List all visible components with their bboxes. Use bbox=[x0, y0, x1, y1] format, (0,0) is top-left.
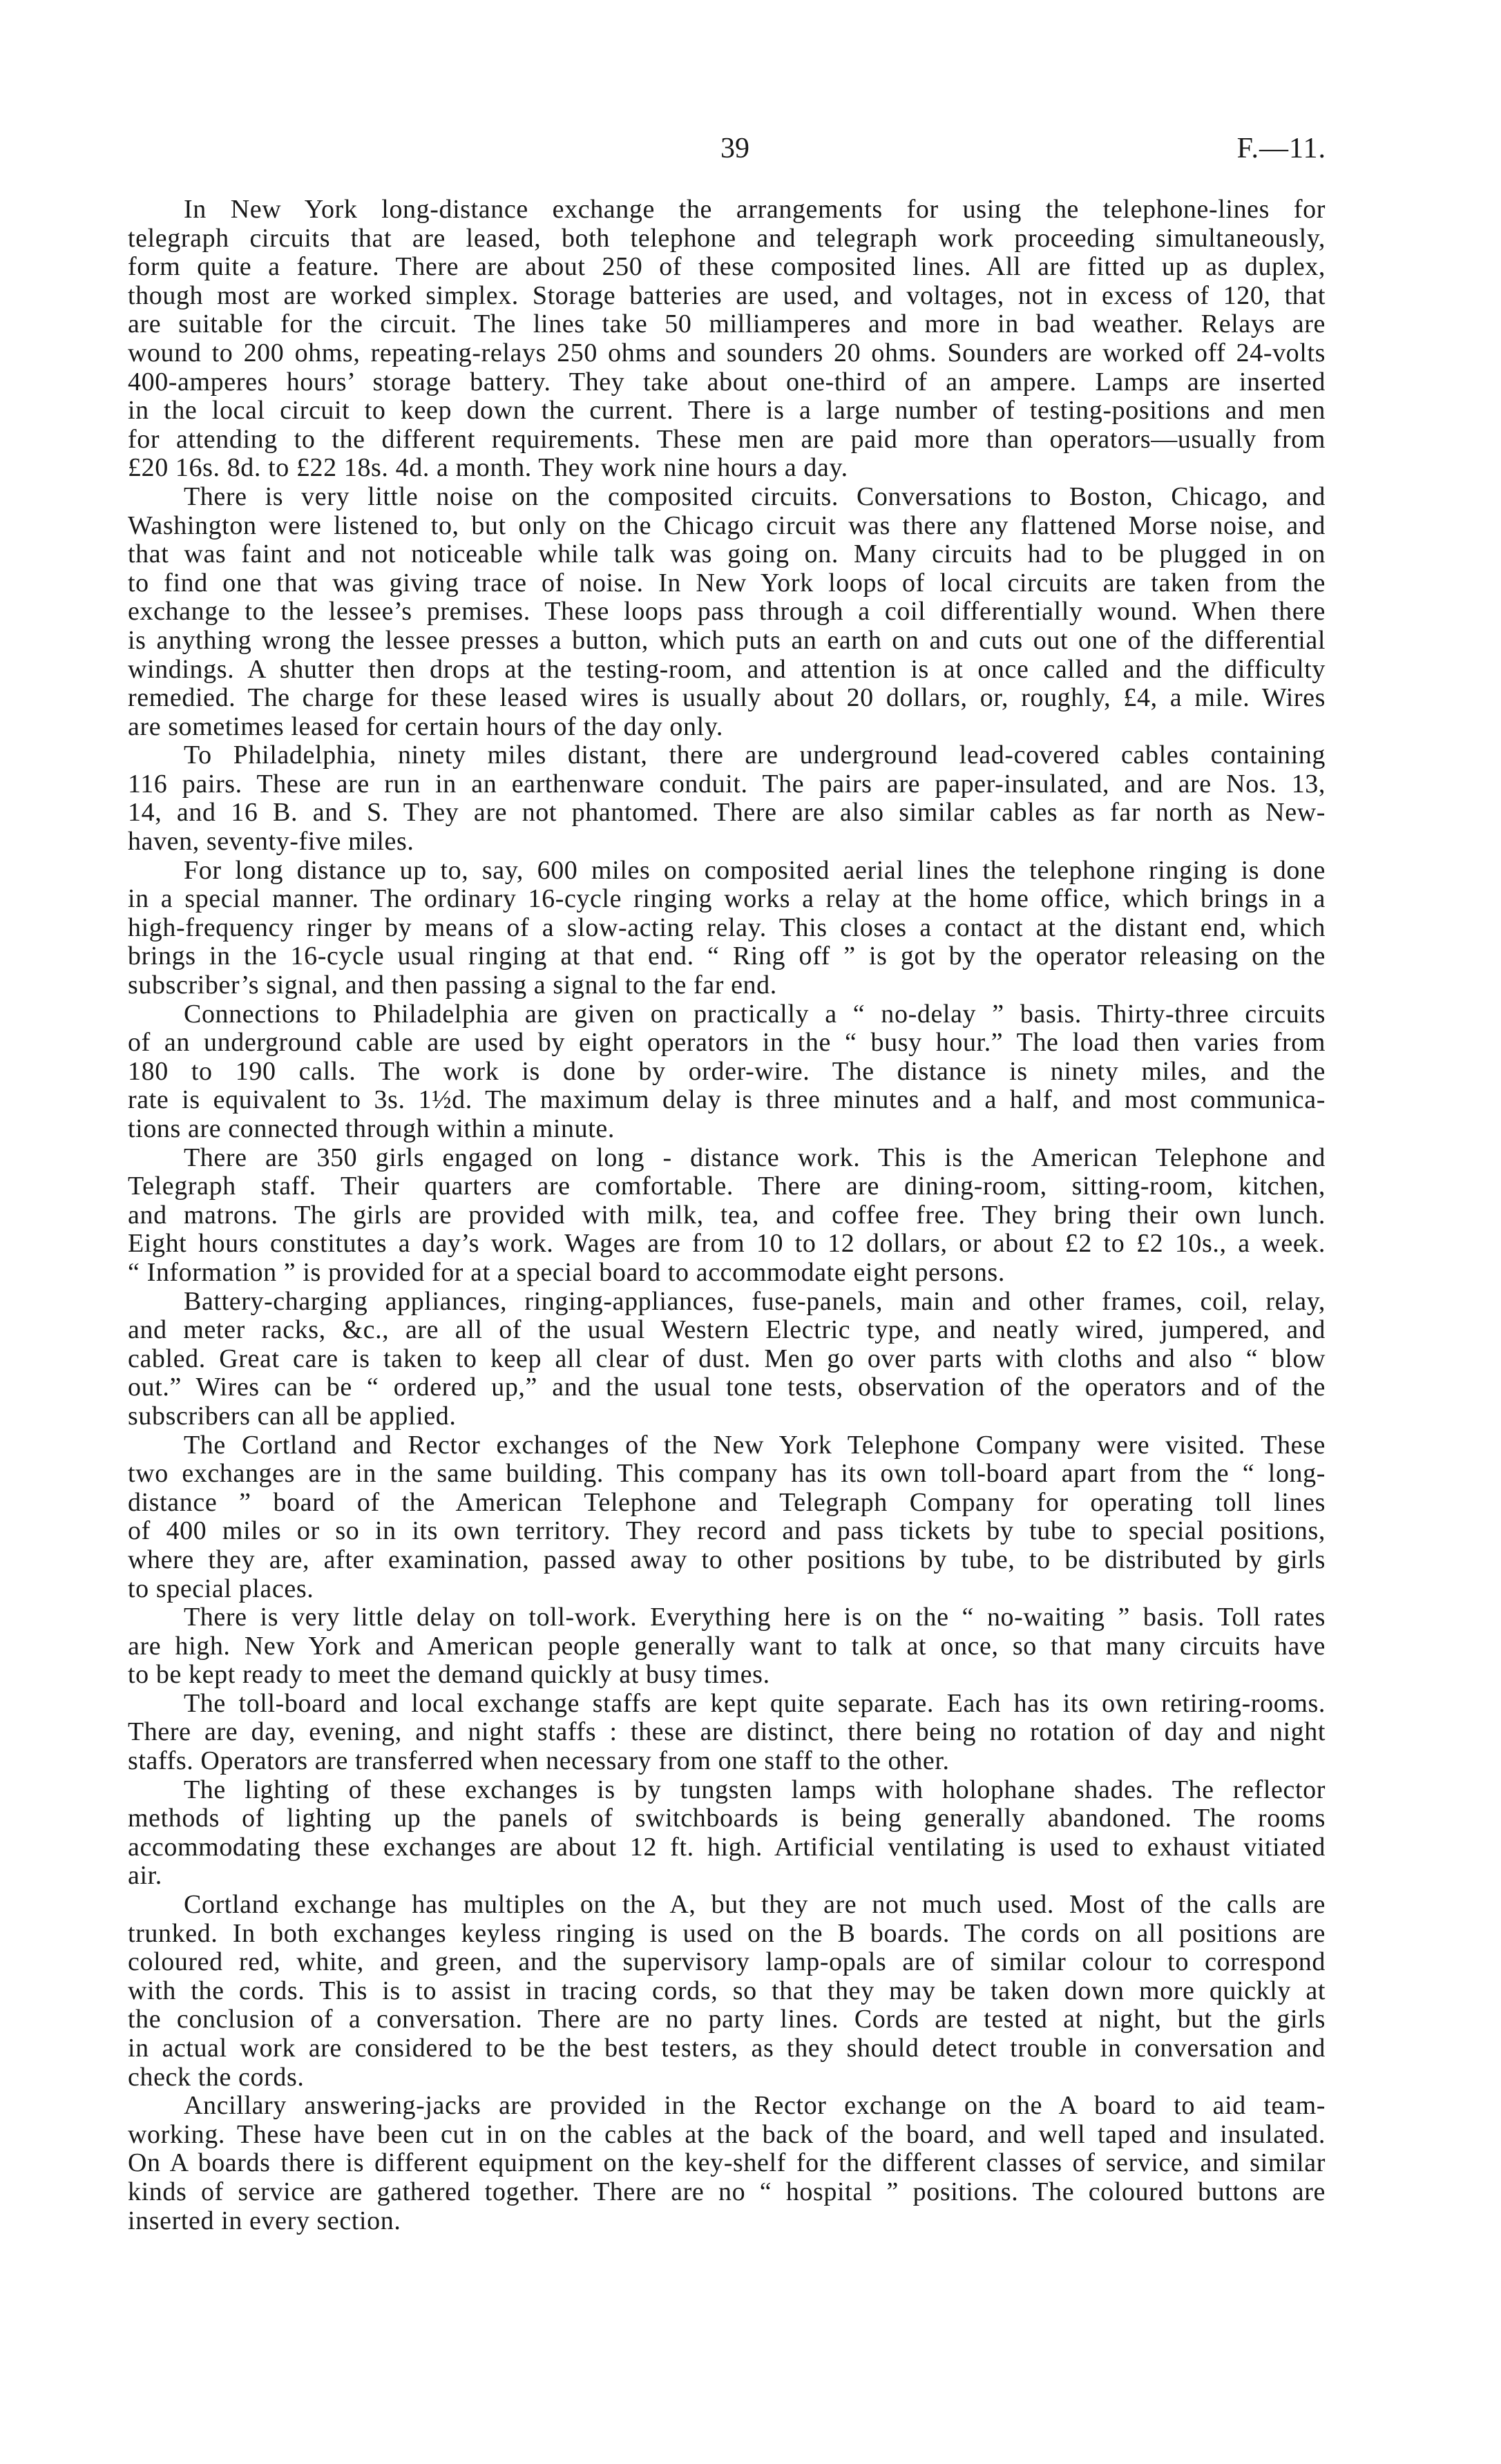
paragraph-line: wound to 200 ohms, repeating-relays 250 ohms and sounders 20 ohms. Sounders are worked off 24-volts bbox=[128, 338, 1326, 367]
paragraph-line: staffs. Operators are transferred when necessary from one staff to the other. bbox=[128, 1746, 950, 1776]
paragraph-line: though most are worked simplex. Storage batteries are used, and voltages, not in excess of 120, that bbox=[128, 280, 1326, 310]
paragraph-line: 14, and 16 B. and S. They are not phantomed. There are also similar cables as far north as New- bbox=[128, 798, 1326, 828]
paragraph-line: kinds of service are gathered together. There are no “ hospital ” positions. The coloured buttons are bbox=[128, 2177, 1326, 2206]
paragraph-line: The toll-board and local exchange staffs are kept quite separate. Each has its own retiring-rooms. bbox=[184, 1688, 1326, 1718]
paragraph-line: For long distance up to, say, 600 miles on composited aerial lines the telephone ringing is done bbox=[184, 855, 1326, 885]
paragraph-line: 180 to 190 calls. The work is done by order-wire. The distance is ninety miles, and the bbox=[128, 1056, 1326, 1086]
paragraph-line: The Cortland and Rector exchanges of the New York Telephone Company were visited. These bbox=[184, 1430, 1326, 1460]
paragraph-line: In New York long-distance exchange the arrangements for using the telephone-lines for bbox=[184, 195, 1326, 224]
paragraph-line: to be kept ready to meet the demand quickly at busy times. bbox=[128, 1660, 770, 1690]
paragraph-line: of 400 miles or so in its own territory. They record and pass tickets by tube to special positions, bbox=[128, 1516, 1326, 1546]
paragraph-line: coloured red, white, and green, and the supervisory lamp-opals are of similar colour to correspond bbox=[128, 1947, 1326, 1977]
paragraph-line: high-frequency ringer by means of a slow-acting relay. This closes a contact at the distant end, which bbox=[128, 913, 1326, 942]
paragraph-line: Eight hours constitutes a day’s work. Wages are from 10 to 12 dollars, or about £2 to £2 10s., a week. bbox=[128, 1229, 1326, 1259]
page-number: 39 bbox=[720, 133, 749, 164]
paragraph bbox=[128, 1603, 1326, 1690]
paragraph-line: There are day, evening, and night staffs : these are distinct, there being no rotation of day and night bbox=[128, 1717, 1326, 1747]
paragraph bbox=[128, 1000, 1326, 1144]
paragraph-line: There is very little delay on toll-work. Everything here is on the “ no-waiting ” basis. Toll rates bbox=[184, 1603, 1326, 1632]
paragraph-line: To Philadelphia, ninety miles distant, there are underground lead-covered cables containing bbox=[184, 741, 1326, 770]
paragraph bbox=[128, 483, 1326, 741]
paragraph-line: distance ” board of the American Telephone and Telegraph Company for operating toll lines bbox=[128, 1487, 1326, 1517]
paragraph-line: with the cords. This is to assist in tracing cords, so that they may be taken down more quickly at bbox=[128, 1976, 1326, 2005]
paragraph bbox=[128, 1776, 1326, 1891]
paragraph bbox=[128, 2092, 1326, 2235]
paragraph bbox=[128, 1891, 1326, 2092]
paragraph-line: out.” Wires can be “ ordered up,” and the usual tone tests, observation of the operators and of the bbox=[128, 1373, 1326, 1402]
paragraph-line: check the cords. bbox=[128, 2062, 305, 2092]
paragraph-line: the conclusion of a conversation. There are no party lines. Cords are tested at night, but the girls bbox=[128, 2005, 1326, 2034]
paragraph-line: where they are, after examination, passed away to other positions by tube, to be distributed by girls bbox=[128, 1545, 1326, 1574]
paragraph-line: subscriber’s signal, and then passing a signal to the far end. bbox=[128, 971, 777, 1000]
paragraph-line: accommodating these exchanges are about 12 ft. high. Artificial ventilating is used to exhaust vitiated bbox=[128, 1832, 1326, 1862]
paragraph-line: £20 16s. 8d. to £22 18s. 4d. a month. They work nine hours a day. bbox=[128, 453, 848, 483]
paragraph-line: windings. A shutter then drops at the testing-room, and attention is at once called and the difficulty bbox=[128, 654, 1326, 684]
page-header bbox=[0, 0, 1501, 180]
body-text bbox=[128, 195, 1326, 2235]
paragraph-line: air. bbox=[128, 1861, 162, 1891]
paragraph-line: is anything wrong the lessee presses a button, which puts an earth on and cuts out one of the differential bbox=[128, 625, 1326, 655]
paragraph-line: Battery-charging appliances, ringing-appliances, fuse-panels, main and other frames, coil, relay, bbox=[184, 1286, 1326, 1316]
paragraph-line: telegraph circuits that are leased, both telephone and telegraph work proceeding simultaneously, bbox=[128, 223, 1326, 253]
paragraph-line: “ Information ” is provided for at a special board to accommodate eight persons. bbox=[128, 1257, 1005, 1287]
paragraph-line: of an underground cable are used by eight operators in the “ busy hour.” The load then varies from bbox=[128, 1028, 1326, 1058]
paragraph-line: The lighting of these exchanges is by tungsten lamps with holophane shades. The reflector bbox=[184, 1775, 1326, 1804]
paragraph-line: in the local circuit to keep down the current. There is a large number of testing-positions and men bbox=[128, 396, 1326, 426]
paragraph-line: and meter racks, &c., are all of the usual Western Electric type, and neatly wired, jumpered, and bbox=[128, 1315, 1326, 1345]
paragraph bbox=[128, 741, 1326, 856]
paragraph-line: are suitable for the circuit. The lines take 50 milliamperes and more in bad weather. Relays are bbox=[128, 309, 1326, 339]
paragraph-line: Cortland exchange has multiples on the A, but they are not much used. Most of the calls are bbox=[184, 1890, 1326, 1920]
paragraph-line: that was faint and not noticeable while talk was going on. Many circuits had to be plugged in on bbox=[128, 539, 1326, 569]
paragraph-line: 400-amperes hours’ storage battery. They take about one-third of an ampere. Lamps are inserted bbox=[128, 367, 1326, 397]
paragraph-line: to find one that was giving trace of noise. In New York loops of local circuits are taken from the bbox=[128, 568, 1326, 598]
paragraph-line: On A boards there is different equipment on the key-shelf for the different classes of service, and similar bbox=[128, 2148, 1326, 2178]
paragraph-line: and matrons. The girls are provided with milk, tea, and coffee free. They bring their own lunch. bbox=[128, 1200, 1326, 1230]
paragraph-line: remedied. The charge for these leased wires is usually about 20 dollars, or, roughly, £4, a mile. Wires bbox=[128, 683, 1326, 713]
document-reference: F.—11. bbox=[1236, 133, 1326, 164]
paragraph-line: working. These have been cut in on the cables at the back of the board, and well taped and insulated. bbox=[128, 2119, 1326, 2149]
paragraph-line: cabled. Great care is taken to keep all clear of dust. Men go over parts with cloths and also “ blow bbox=[128, 1344, 1326, 1373]
paragraph-line: in a special manner. The ordinary 16-cycle ringing works a relay at the home office, which brings in a bbox=[128, 884, 1326, 914]
paragraph-line: for attending to the different requirements. These men are paid more than operators—usually from bbox=[128, 424, 1326, 454]
paragraph-line: Connections to Philadelphia are given on practically a “ no-delay ” basis. Thirty-three circuits bbox=[184, 999, 1326, 1029]
paragraph-line: 116 pairs. These are run in an earthenware conduit. The pairs are paper-insulated, and are Nos. 13, bbox=[128, 769, 1326, 799]
paragraph-line: are high. New York and American people generally want to talk at once, so that many circuits have bbox=[128, 1631, 1326, 1661]
paragraph-line: are sometimes leased for certain hours of the day only. bbox=[128, 711, 724, 741]
paragraph bbox=[128, 1144, 1326, 1288]
paragraph-line: inserted in every section. bbox=[128, 2206, 401, 2235]
paragraph-line: two exchanges are in the same building. This company has its own toll-board apart from the “ long- bbox=[128, 1459, 1326, 1489]
paragraph-line: form quite a feature. There are about 250 of these composited lines. All are fitted up as duplex, bbox=[128, 252, 1326, 282]
paragraph-line: methods of lighting up the panels of switchboards is being generally abandoned. The rooms bbox=[128, 1804, 1326, 1833]
paragraph-line: tions are connected through within a minute. bbox=[128, 1114, 615, 1143]
paragraph-line: Ancillary answering-jacks are provided in the Rector exchange on the A board to aid team- bbox=[184, 2091, 1326, 2121]
paragraph bbox=[128, 1690, 1326, 1776]
paragraph bbox=[128, 1431, 1326, 1604]
paragraph-line: trunked. In both exchanges keyless ringing is used on the B boards. The cords on all positions are bbox=[128, 1918, 1326, 1948]
paragraph bbox=[128, 857, 1326, 1000]
paragraph-line: exchange to the lessee’s premises. These loops pass through a coil differentially wound. When there bbox=[128, 597, 1326, 627]
paragraph-line: to special places. bbox=[128, 1574, 314, 1603]
paragraph-line: There are 350 girls engaged on long - distance work. This is the American Telephone and bbox=[184, 1143, 1326, 1172]
paragraph-line: Telegraph staff. Their quarters are comfortable. There are dining-room, sitting-room, kitchen, bbox=[128, 1172, 1326, 1201]
paragraph-line: subscribers can all be applied. bbox=[128, 1401, 457, 1431]
paragraph-line: There is very little noise on the composited circuits. Conversations to Boston, Chicago, and bbox=[184, 481, 1326, 511]
paragraph bbox=[128, 195, 1326, 483]
paragraph-line: Washington were listened to, but only on the Chicago circuit was there any flattened Morse noise, and bbox=[128, 510, 1326, 540]
paragraph-line: haven, seventy-five miles. bbox=[128, 827, 414, 857]
paragraph-line: brings in the 16-cycle usual ringing at that end. “ Ring off ” is got by the operator releasing on the bbox=[128, 942, 1326, 971]
paragraph-line: rate is equivalent to 3s. 1½d. The maximum delay is three minutes and a half, and most communica- bbox=[128, 1085, 1326, 1115]
paragraph bbox=[128, 1288, 1326, 1431]
paragraph-line: in actual work are considered to be the best testers, as they should detect trouble in conversation and bbox=[128, 2034, 1326, 2063]
